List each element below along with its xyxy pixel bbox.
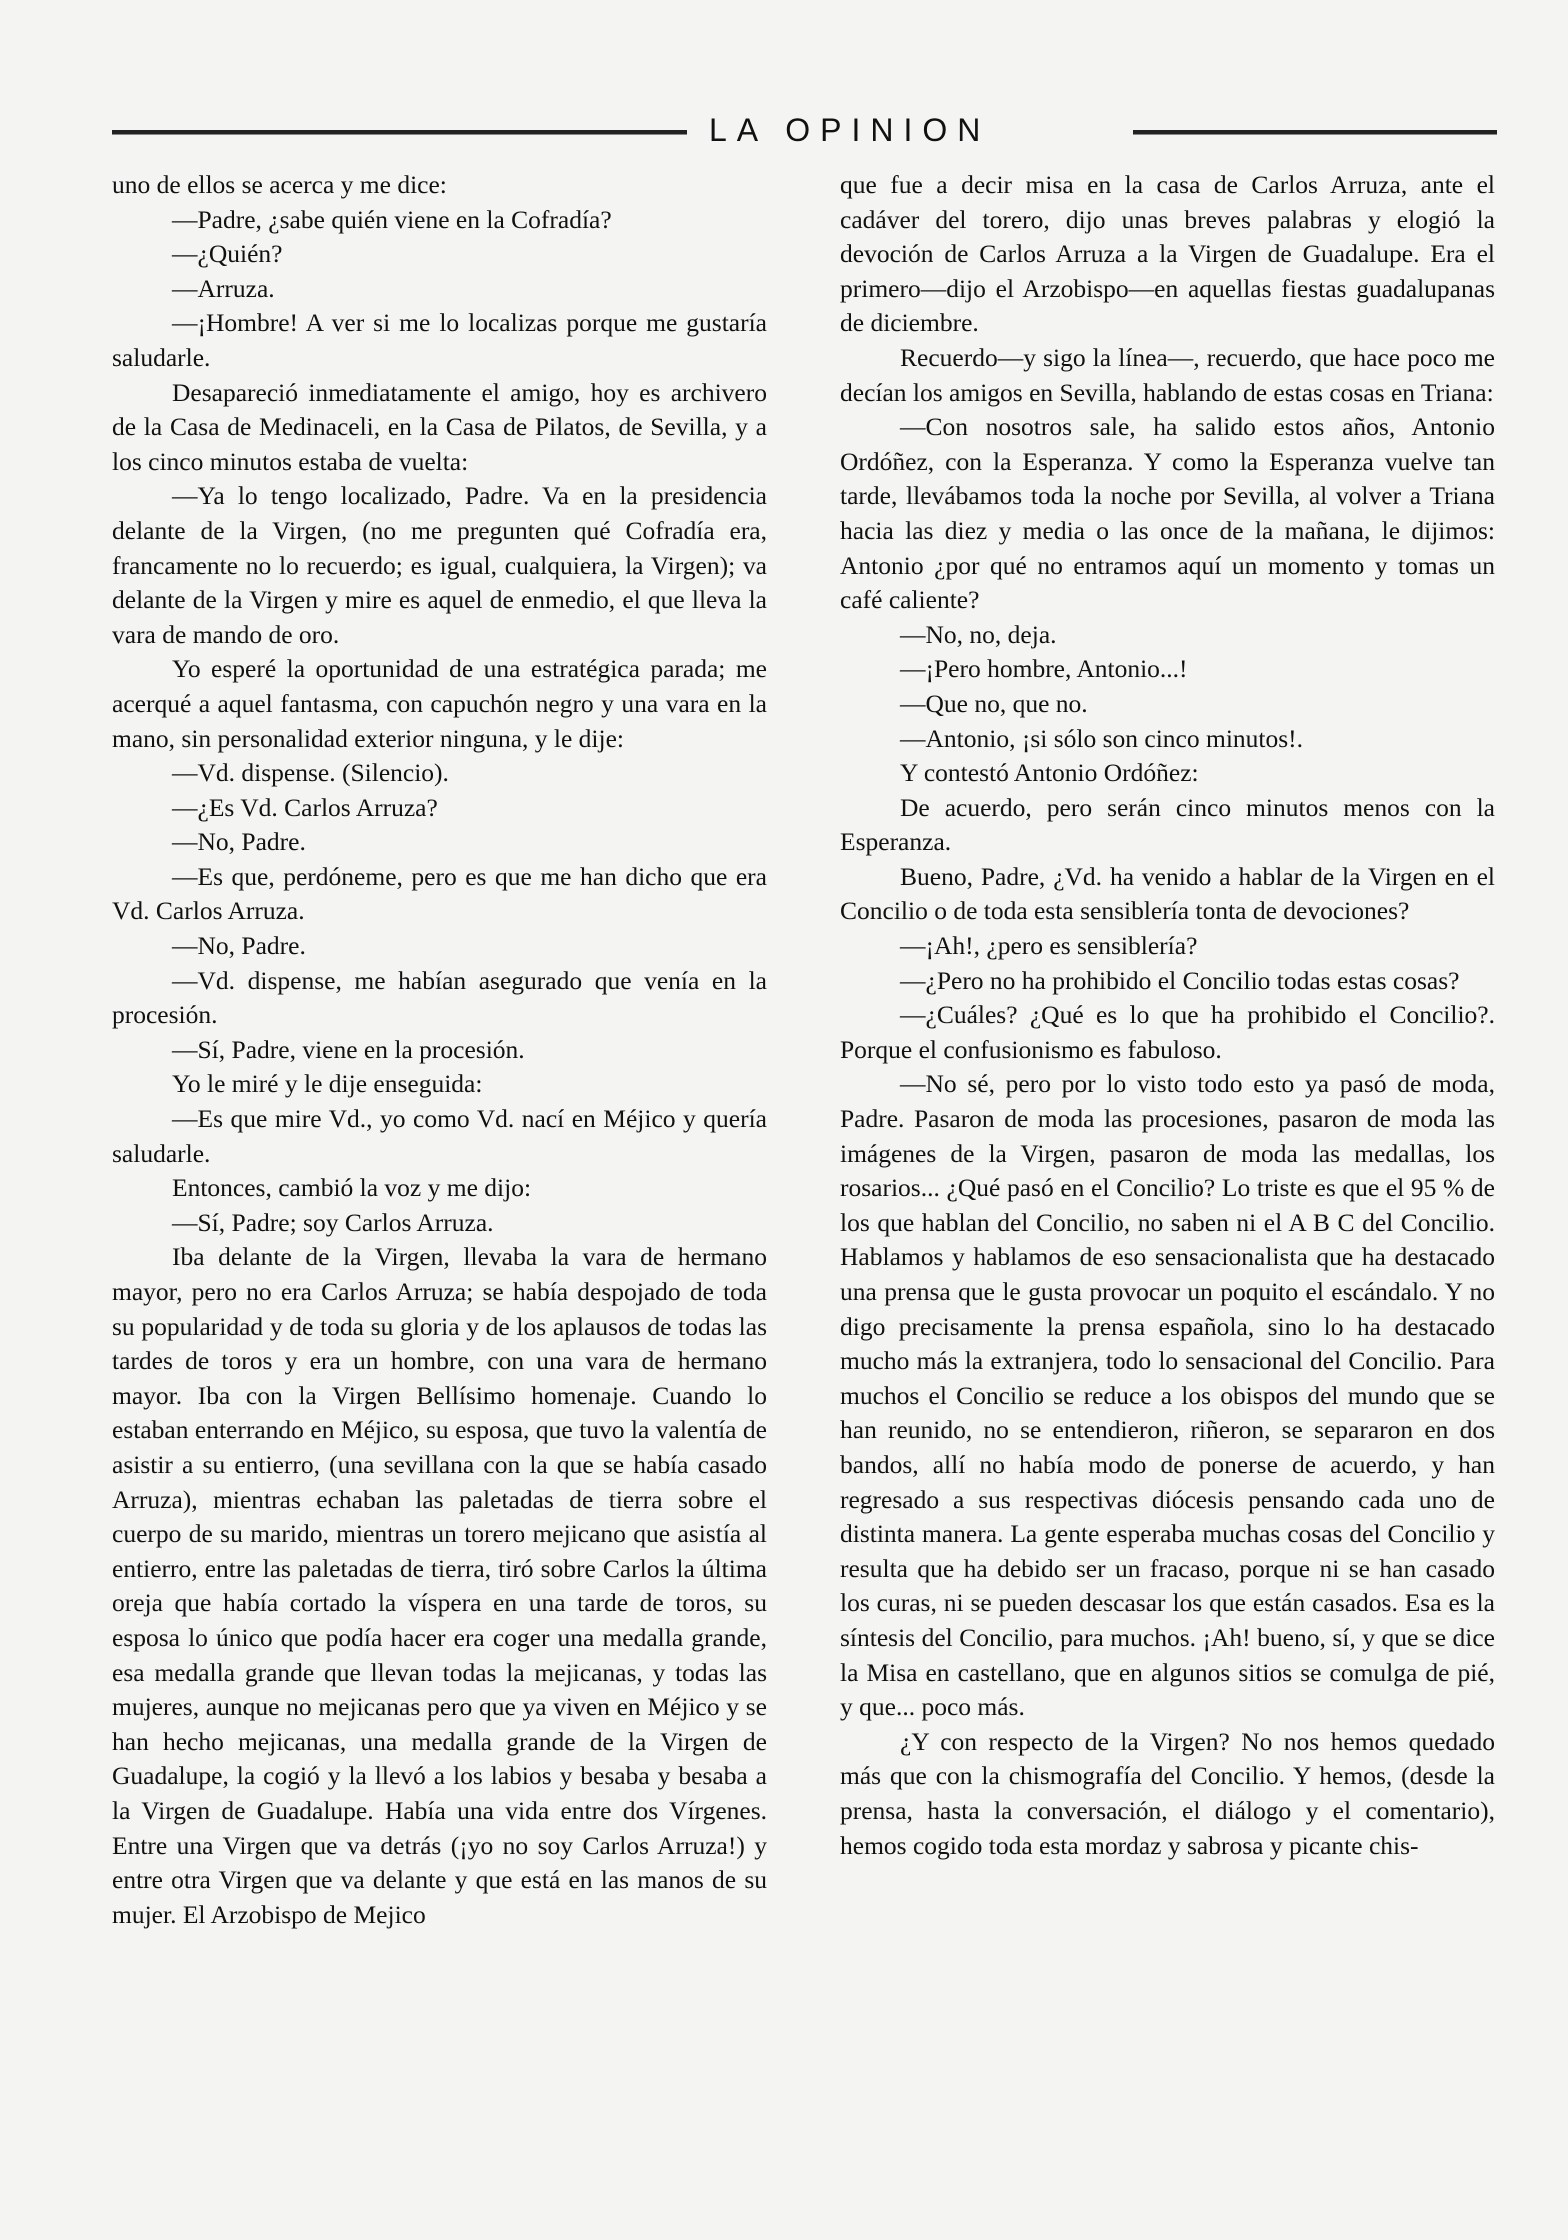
header-rule-left — [112, 130, 687, 135]
paragraph: Y contestó Antonio Ordóñez: — [900, 758, 1199, 788]
paragraph: —¿Quién? — [172, 239, 283, 269]
paragraph: Entonces, cambió la voz y me dijo: — [172, 1173, 532, 1203]
paragraph: —Con nosotros sale, ha salido estos años, Antonio Ordóñez, con la Esperanza. Y como la Esperanza vuelve tan tarde, llevábamos toda la noche por Sevilla, al volver a Triana hacia las diez y media o las once de la mañana, le dijimos: Antonio ¿por qué no entramos aquí un momento y tomas un café caliente? — [840, 412, 1495, 615]
paragraph: Recuerdo—y sigo la línea—, recuerdo, que hace poco me decían los amigos en Sevilla, hablando de estas cosas en Triana: — [840, 342, 1495, 407]
paragraph: —¿Pero no ha prohibido el Concilio todas estas cosas? — [900, 965, 1460, 995]
paragraph: —Vd. dispense, me habían asegurado que venía en la procesión. — [112, 965, 767, 1030]
paragraph: —¡Ah!, ¿pero es sensiblería? — [900, 931, 1198, 961]
left-text-column — [112, 168, 767, 1932]
paragraph: —Vd. dispense. (Silencio). — [172, 758, 449, 788]
paragraph: —¡Hombre! A ver si me lo localizas porque me gustaría saludarle. — [112, 308, 767, 372]
paragraph: —Es que, perdóneme, pero es que me han dicho que era Vd. Carlos Arruza. — [112, 861, 767, 926]
paragraph: —Sí, Padre; soy Carlos Arruza. — [172, 1207, 494, 1237]
paragraph: —No sé, pero por lo visto todo esto ya pasó de moda, Padre. Pasaron de moda las procesiones, pasaron de moda las imágenes de la Virgen, pasaron de moda las medallas, los rosarios... ¿Qué pasó en el Concilio? Lo triste es que el 95 % de los que hablan del Concilio, no saben ni el A B C del Concilio. Hablamos y hablamos de eso sensacionalista que ha destacado una prensa que le gusta provocar un poquito el escándalo. Y no digo precisamente la prensa española, sino lo ha destacado mucho más la extranjera, todo lo sensacional del Concilio. Para muchos el Concilio se reduce a los obispos del mundo que se han reunido, no se entendieron, riñeron, se separaron en dos bandos, allí no había modo de ponerse de acuerdo, y han regresado a sus respectivas diócesis pensando cada uno de distinta manera. La gente esperaba muchas cosas del Concilio y resulta que ha debido ser un fracaso, porque ni se han casado los curas, ni se pueden descasar los que están casados. Esa es la síntesis del Concilio, para muchos. ¡Ah! bueno, sí, y que se dice la Misa en castellano, que en algunos sitios se comulga de pié, y que... poco más. — [840, 1069, 1495, 1722]
paragraph: Desapareció inmediatamente el amigo, hoy es archivero de la Casa de Medinaceli, en la Casa de Pilatos, de Sevilla, y a los cinco minutos estaba de vuelta: — [112, 377, 767, 476]
paragraph: uno de ellos se acerca y me dice: — [112, 170, 447, 199]
paragraph: —¿Cuáles? ¿Qué es lo que ha prohibido el Concilio?. Porque el confusionismo es fabuloso. — [840, 1000, 1495, 1064]
paragraph: —¿Es Vd. Carlos Arruza? — [172, 792, 438, 822]
publication-title: LA OPINION — [709, 112, 991, 148]
paragraph: Iba delante de la Virgen, llevaba la vara de hermano mayor, pero no era Carlos Arruza; se había despojado de toda su popularidad y de toda su gloria y de los aplausos de todas las tardes de toros y era un hombre, con una vara de hermano mayor. Iba con la Virgen Bellísimo homenaje. Cuando lo estaban enterrando en Méjico, su esposa, que tuvo la valentía de asistir a su entierro, (una sevillana con la que se había casado Arruza), mientras echaban las paletadas de tierra sobre el cuerpo de su marido, mientras un torero mejicano que asistía al entierro, entre las paletadas de tierra, tiró sobre Carlos la última oreja que había cortado la víspera en una tarde de toros, su esposa lo único que podía hacer era coger una medalla grande, esa medalla grande que llevan todas la mejicanas, y todas las mujeres, aunque no mejicanas pero que ya viven en Méjico y se han hecho mejicanas, una medalla grande de la Virgen de Guadalupe, la cogió y la llevó a los labios y besaba y besaba a la Virgen de Guadalupe. Había una vida entre dos Vírgenes. Entre una Virgen que va detrás (¡yo no soy Carlos Arruza!) y entre otra Virgen que va delante y que está en las manos de su mujer. El Arzobispo de Mejico — [112, 1242, 767, 1929]
paragraph: —Ya lo tengo localizado, Padre. Va en la presidencia delante de la Virgen, (no me pregunten qué Cofradía era, francamente no lo recuerdo; es igual, cualquiera, la Virgen); va delante de la Virgen y mire es aquel de enmedio, el que lleva la vara de mando de oro. — [112, 481, 767, 649]
paragraph: —No, Padre. — [172, 931, 306, 961]
right-text-column — [840, 168, 1495, 1863]
paragraph: —¡Pero hombre, Antonio...! — [900, 654, 1188, 684]
header-rule-right — [1133, 130, 1497, 135]
paragraph: —Es que mire Vd., yo como Vd. nací en Méjico y quería saludarle. — [112, 1104, 767, 1168]
paragraph: ¿Y con respecto de la Virgen? No nos hemos quedado más que con la chismografía del Concilio. Y hemos, (desde la prensa, hasta la conversación, el diálogo y el comentario), hemos cogido toda esta mordaz y sabrosa y picante chis- — [840, 1726, 1495, 1860]
paragraph: —No, Padre. — [172, 827, 306, 857]
paragraph: Bueno, Padre, ¿Vd. ha venido a hablar de la Virgen en el Concilio o de toda esta sensiblería tonta de devociones? — [840, 861, 1495, 926]
paragraph: De acuerdo, pero serán cinco minutos menos con la Esperanza. — [840, 792, 1495, 857]
page-header — [112, 108, 1497, 148]
paragraph: Yo le miré y le dije enseguida: — [172, 1069, 483, 1099]
paragraph: —Que no, que no. — [900, 688, 1088, 718]
paragraph: —Antonio, ¡si sólo son cinco minutos!. — [900, 723, 1304, 753]
paragraph: —Padre, ¿sabe quién viene en la Cofradía? — [172, 204, 612, 234]
paragraph: —No, no, deja. — [900, 619, 1057, 649]
paragraph: —Sí, Padre, viene en la procesión. — [172, 1034, 525, 1064]
paragraph: que fue a decir misa en la casa de Carlos Arruza, ante el cadáver del torero, dijo unas breves palabras y elogió la devoción de Carlos Arruza a la Virgen de Guadalupe. Era el primero—dijo el Arzobispo—en aquellas fiestas guadalupanas de diciembre. — [840, 170, 1495, 338]
paragraph: Yo esperé la oportunidad de una estratégica parada; me acerqué a aquel fantasma, con capuchón negro y una vara en la mano, sin personalidad exterior ninguna, y le dije: — [112, 654, 767, 753]
paragraph: —Arruza. — [172, 273, 275, 303]
